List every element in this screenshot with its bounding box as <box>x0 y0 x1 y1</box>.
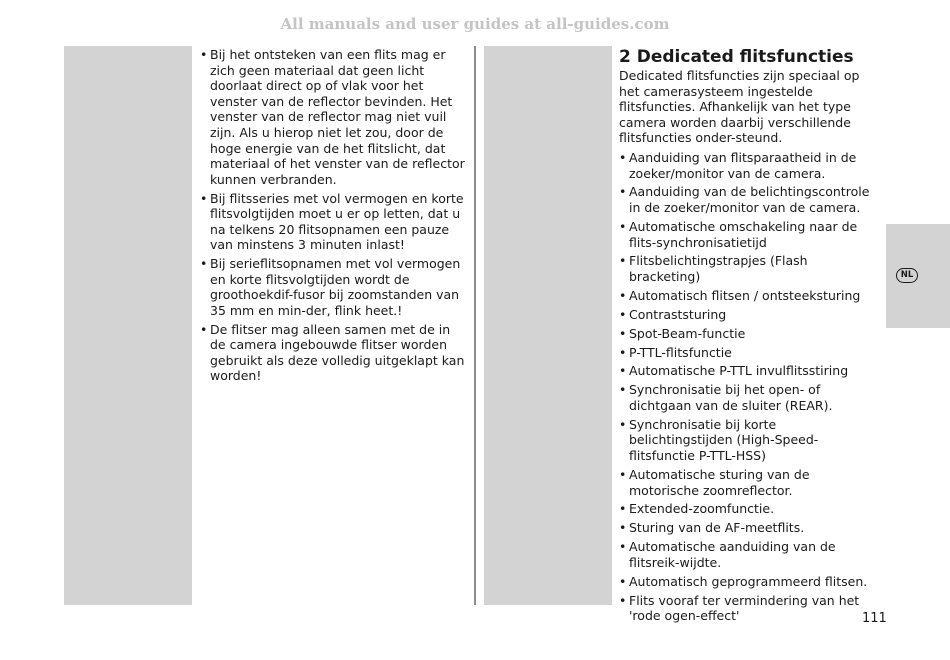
list-item: • Contraststuring <box>619 307 879 323</box>
middle-margin-band <box>484 46 612 605</box>
column-divider <box>474 46 476 605</box>
left-text-column <box>200 47 466 387</box>
list-item: • Aanduiding van de belichtingscontrole in de zoeker/monitor van de camera. <box>619 184 879 215</box>
left-margin-band <box>64 46 192 605</box>
list-item: • Bij flitsseries met vol vermogen en korte flitsvolgtijden moet u er op letten, dat u na telkens 20 flitsopnamen een pauze van minstens 3 minuten inlast! <box>200 191 466 253</box>
warning-list <box>200 47 466 384</box>
page-number: 111 <box>862 611 887 626</box>
list-item: • Spot-Beam-functie <box>619 326 879 342</box>
list-item: • Synchronisatie bij het open- of dichtgaan van de sluiter (REAR). <box>619 382 879 413</box>
right-text-column <box>619 47 879 627</box>
section-heading: 2 Dedicated flitsfuncties <box>619 47 854 67</box>
list-item: • Automatische sturing van de motorische zoomreflector. <box>619 467 879 498</box>
section-intro: Dedicated flitsfuncties zijn speciaal op het camerasysteem ingestelde flitsfuncties. Afhankelijk van het type camera worden daarbij verschillende flitsfuncties onder-steund. <box>619 68 860 146</box>
list-item: • Synchronisatie bij korte belichtingstijden (High-Speed-flitsfunctie P-TTL-HSS) <box>619 417 879 464</box>
list-item: • Aanduiding van flitsparaatheid in de zoeker/monitor van de camera. <box>619 150 879 181</box>
list-item: • Bij het ontsteken van een flits mag er zich geen materiaal dat geen licht doorlaat direct op of vlak voor het venster van de reflector bevinden. Het venster van de reflector mag niet vuil zijn. Als u hierop niet let zou, door de hoge energie van de het flitslicht, dat materiaal of het venster van de reflector kunnen verbranden. <box>200 47 466 187</box>
list-item: • Automatische P-TTL invulflitsstiring <box>619 363 879 379</box>
list-item: • Automatisch flitsen / ontsteeksturing <box>619 288 879 304</box>
language-badge: NL <box>896 268 918 283</box>
list-item: • Flits vooraf ter vermindering van het 'rode ogen-effect' <box>619 593 879 624</box>
list-item: • P-TTL-flitsfunctie <box>619 345 879 361</box>
list-item: • Automatisch geprogrammeerd flitsen. <box>619 574 879 590</box>
watermark-text: All manuals and user guides at all-guides.com <box>280 15 670 33</box>
list-item: • Sturing van de AF-meetflits. <box>619 520 879 536</box>
list-item: • De flitser mag alleen samen met de in de camera ingebouwde flitser worden gebruikt als deze volledig uitgeklapt kan worden! <box>200 322 466 384</box>
list-item: • Flitsbelichtingstrapjes (Flash bracketing) <box>619 253 879 284</box>
list-item: • Extended-zoomfunctie. <box>619 501 879 517</box>
list-item: • Bij serieflitsopnamen met vol vermogen en korte flitsvolgtijden wordt de groothoekdif-fusor bij zoomstanden van 35 mm en min-der, flink heet.! <box>200 256 466 318</box>
list-item: • Automatische aanduiding van de flitsreik-wijdte. <box>619 539 879 570</box>
feature-list <box>619 150 879 624</box>
list-item: • Automatische omschakeling naar de flits-synchronisatietijd <box>619 219 879 250</box>
